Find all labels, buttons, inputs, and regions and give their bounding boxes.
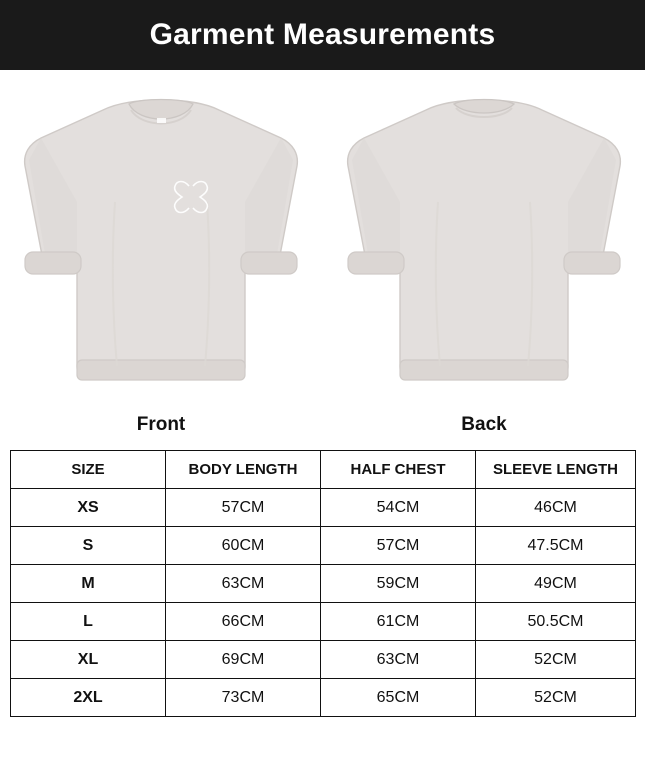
cell-size: S xyxy=(11,527,166,565)
cell-half-chest: 63CM xyxy=(321,641,476,679)
garment-back-caption: Back xyxy=(461,414,507,435)
cell-body-length: 73CM xyxy=(166,679,321,717)
cell-size: M xyxy=(11,565,166,603)
cell-body-length: 69CM xyxy=(166,641,321,679)
column-header-size: SIZE xyxy=(11,451,166,489)
cell-sleeve-length: 52CM xyxy=(476,679,636,717)
cell-half-chest: 59CM xyxy=(321,565,476,603)
cell-half-chest: 54CM xyxy=(321,489,476,527)
table-row xyxy=(11,489,636,527)
size-table-wrap xyxy=(0,442,645,727)
cell-sleeve-length: 47.5CM xyxy=(476,527,636,565)
garment-back-block xyxy=(323,70,645,442)
cell-sleeve-length: 49CM xyxy=(476,565,636,603)
cell-body-length: 57CM xyxy=(166,489,321,527)
cell-half-chest: 61CM xyxy=(321,603,476,641)
cell-size: XS xyxy=(11,489,166,527)
table-header-row xyxy=(11,451,636,489)
cell-size: XL xyxy=(11,641,166,679)
sweatshirt-back-image xyxy=(334,82,634,402)
cell-sleeve-length: 50.5CM xyxy=(476,603,636,641)
column-header-sleeve-length: SLEEVE LENGTH xyxy=(476,451,636,489)
cell-body-length: 66CM xyxy=(166,603,321,641)
size-chart-table xyxy=(10,450,636,717)
cell-half-chest: 57CM xyxy=(321,527,476,565)
cell-sleeve-length: 46CM xyxy=(476,489,636,527)
garment-front-caption: Front xyxy=(136,414,186,435)
column-header-half-chest: HALF CHEST xyxy=(321,451,476,489)
cell-size: L xyxy=(11,603,166,641)
garment-front-block xyxy=(0,70,322,442)
cell-sleeve-length: 52CM xyxy=(476,641,636,679)
table-row xyxy=(11,603,636,641)
sweatshirt-front-image xyxy=(11,82,311,402)
cell-body-length: 63CM xyxy=(166,565,321,603)
table-row xyxy=(11,679,636,717)
garment-illustrations xyxy=(0,70,645,442)
cell-body-length: 60CM xyxy=(166,527,321,565)
table-row xyxy=(11,527,636,565)
table-row xyxy=(11,565,636,603)
table-row xyxy=(11,641,636,679)
cell-size: 2XL xyxy=(11,679,166,717)
page-title: Garment Measurements xyxy=(149,18,496,51)
column-header-body-length: BODY LENGTH xyxy=(166,451,321,489)
cell-half-chest: 65CM xyxy=(321,679,476,717)
page-header xyxy=(0,0,645,70)
